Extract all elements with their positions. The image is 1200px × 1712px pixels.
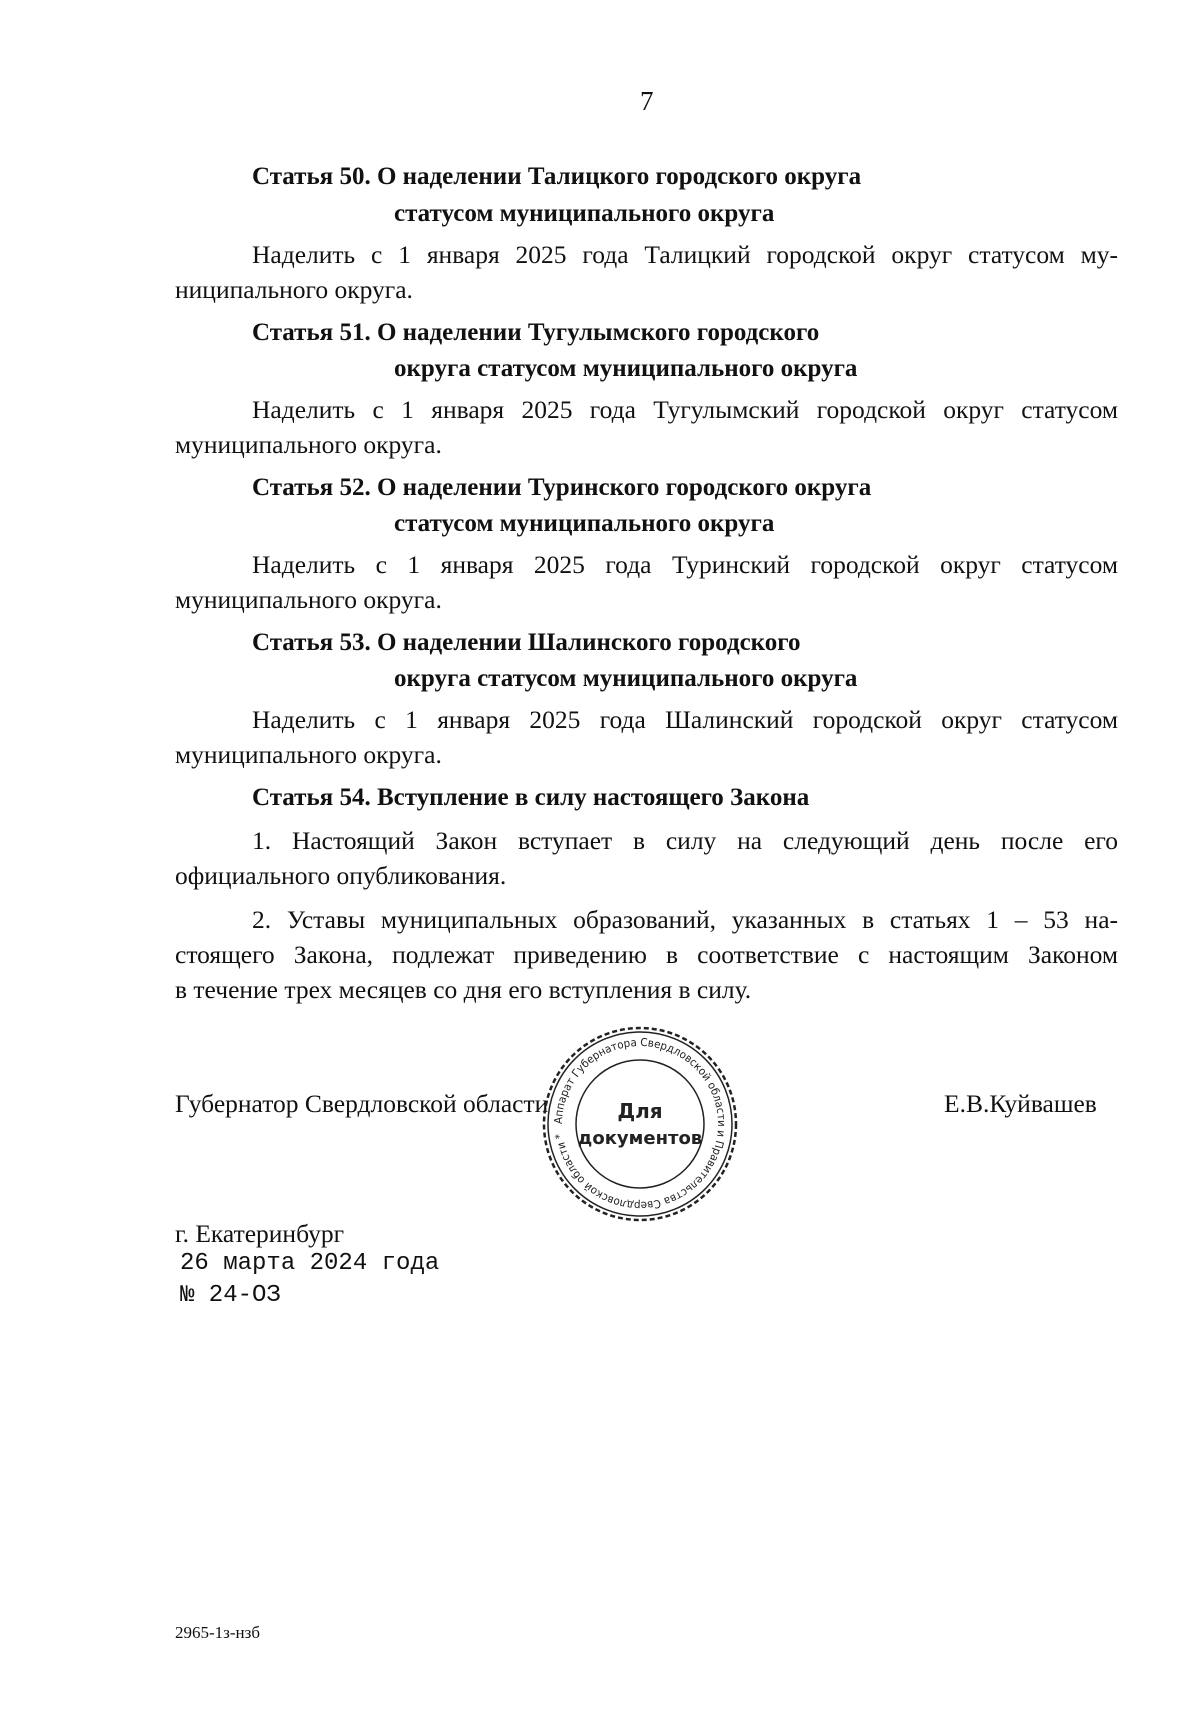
footer-date: 26 марта 2024 года bbox=[180, 1250, 440, 1277]
footer-number: № 24-ОЗ bbox=[180, 1282, 281, 1309]
article-50-body-line1: Наделить с 1 января 2025 года Талицкий городской округ статусом му- bbox=[252, 240, 1118, 269]
article-52-body-line1: Наделить с 1 января 2025 года Туринский городской округ статусом bbox=[252, 550, 1118, 579]
footer-doc-code: 2965-1з-нзб bbox=[175, 1623, 260, 1642]
article-54-p1-line1: 1. Настоящий Закон вступает в силу на следующий день после его bbox=[252, 826, 1118, 855]
article-52-body-line2: муниципального округа. bbox=[175, 585, 442, 614]
article-54-p2-line3: в течение трех месяцев со дня его вступления в силу. bbox=[175, 975, 752, 1004]
stamp-ring-text: Аппарат Губернатора Свердловской области и Правительства Свердловской области * bbox=[551, 1035, 729, 1213]
article-51-heading-line1: Статья 51. О наделении Тугулымского городского bbox=[252, 319, 820, 346]
article-50-heading-line2: статусом муниципального округа bbox=[394, 200, 775, 227]
article-54-p1-line2: официального опубликования. bbox=[175, 861, 507, 890]
article-51-body-line1: Наделить с 1 января 2025 года Тугулымский городской округ статусом bbox=[252, 395, 1118, 424]
article-54-p2-line1: 2. Уставы муниципальных образований, указанных в статьях 1 – 53 на- bbox=[252, 905, 1118, 934]
article-54-heading: Статья 54. Вступление в силу настоящего Закона bbox=[252, 784, 810, 811]
article-52-heading-line1: Статья 52. О наделении Туринского городского округа bbox=[252, 474, 872, 501]
footer-city: г. Екатеринбург bbox=[175, 1219, 345, 1248]
article-54-p2-line2: стоящего Закона, подлежат приведению в соответствие с настоящим Законом bbox=[175, 940, 1118, 969]
article-53-body-line1: Наделить с 1 января 2025 года Шалинский городской округ статусом bbox=[252, 705, 1118, 734]
page-number: 7 bbox=[640, 86, 654, 116]
article-53-body-line2: муниципального округа. bbox=[175, 740, 442, 769]
signature-name: Е.В.Куйвашев bbox=[944, 1089, 1097, 1118]
signature-position: Губернатор Свердловской области bbox=[175, 1089, 549, 1118]
article-51-heading-line2: округа статусом муниципального округа bbox=[394, 355, 858, 382]
article-51-body-line2: муниципального округа. bbox=[175, 430, 442, 459]
article-53-heading-line2: округа статусом муниципального округа bbox=[394, 665, 858, 692]
official-stamp bbox=[540, 1024, 740, 1224]
stamp-center-line1: Для bbox=[617, 1099, 663, 1123]
article-50-heading-line1: Статья 50. О наделении Талицкого городского округа bbox=[252, 163, 862, 190]
stamp-center-line2: документов bbox=[577, 1128, 703, 1149]
article-50-body-line2: ниципального округа. bbox=[175, 275, 413, 304]
article-53-heading-line1: Статья 53. О наделении Шалинского городского bbox=[252, 629, 801, 656]
article-52-heading-line2: статусом муниципального округа bbox=[394, 510, 775, 537]
